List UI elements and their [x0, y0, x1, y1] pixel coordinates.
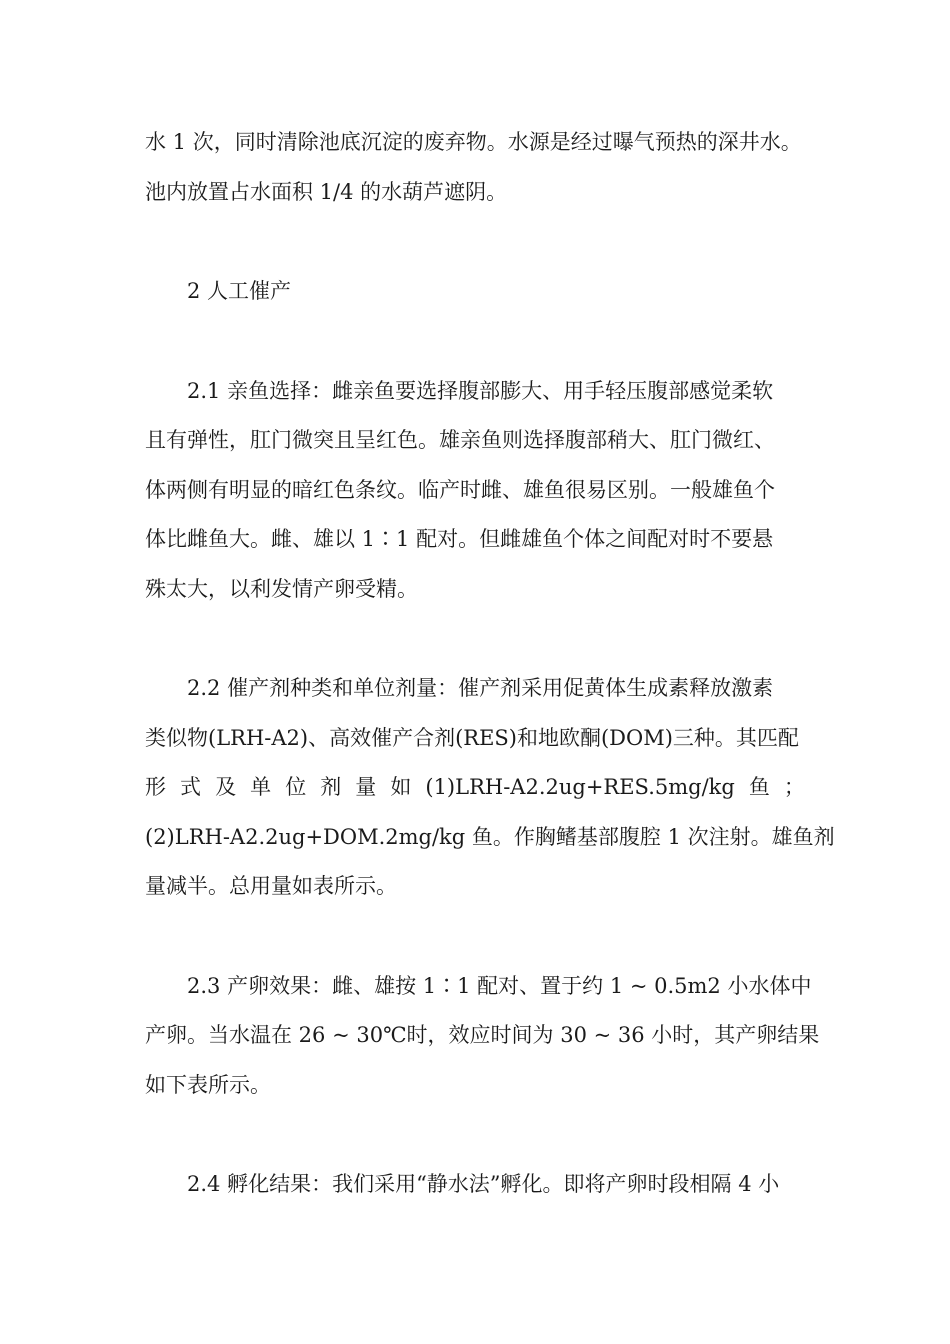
text-line: 量减半。总用量如表所示。: [145, 874, 397, 898]
paragraph-2-4-hatching-result: [145, 1160, 805, 1210]
text-line: 2.4 孵化结果：我们采用“静水法”孵化。即将产卵时段相隔 4 小: [187, 1172, 780, 1196]
text-line: 2.2 催产剂种类和单位剂量：催产剂采用促黄体生成素释放激素: [187, 676, 774, 700]
paragraph-gap: [145, 912, 805, 962]
text-segment: 形: [145, 775, 166, 799]
text-segment: 剂: [320, 775, 342, 799]
paragraph-gap: [145, 1110, 805, 1160]
text-line: 体两侧有明显的暗红色条纹。临产时雌、雄鱼很易区别。一般雄鱼个: [145, 477, 775, 502]
text-segment: 单: [250, 775, 272, 799]
text-line: (2)LRH-A2.2ug+DOM.2mg/kg 鱼。作胸鳍基部腹腔 1 次注射。雄鱼剂: [145, 824, 835, 849]
text-segment: 量: [355, 775, 377, 799]
paragraph-2-3-spawning-effect: [145, 962, 820, 1111]
paragraph-2-1-broodstock-selection: [145, 367, 805, 615]
paragraph-gap: [145, 217, 805, 267]
text-line: 2.3 产卵效果：雌、雄按 1∶1 配对、置于约 1 ~ 0.5m2 小水体中: [187, 973, 812, 998]
text-line: 水 1 次，同时清除池底沉淀的废弃物。水源是经过曝气预热的深井水。: [145, 130, 802, 154]
paragraph-gap: [145, 317, 805, 367]
spread-text-line: [145, 763, 805, 813]
text-line: 如下表所示。: [145, 1072, 271, 1097]
section-heading-text: 2 人工催产: [187, 279, 292, 303]
text-segment: 位: [285, 775, 307, 799]
text-line: 且有弹性，肛门微突且呈红色。雄亲鱼则选择腹部稍大、肛门微红、: [145, 428, 775, 452]
text-line: 类似物(LRH-A2)、高效催产合剂(RES)和地欧酮(DOM)三种。其匹配: [145, 725, 799, 750]
text-segment: 及: [215, 775, 237, 799]
text-line: 体比雌鱼大。雌、雄以 1∶1 配对。但雌雄鱼个体之间配对时不要悬: [145, 527, 774, 551]
text-segment: 鱼: [748, 775, 770, 799]
document-page: [145, 118, 835, 1210]
text-segment: 如: [390, 775, 412, 799]
paragraph-water-source: [145, 118, 805, 217]
text-line: 产卵。当水温在 26 ~ 30℃时，效应时间为 30 ~ 36 小时，其产卵结果: [145, 1023, 820, 1047]
section-heading-artificial-induction: [145, 267, 805, 317]
text-segment: 式: [180, 775, 202, 799]
text-segment: (1)LRH-A2.2ug+RES.5mg/kg: [425, 775, 735, 799]
paragraph-2-2-inducing-agents: [145, 664, 835, 912]
text-segment: ；: [783, 775, 805, 799]
paragraph-gap: [145, 614, 805, 664]
text-line: 池内放置占水面积 1/4 的水葫芦遮阴。: [145, 179, 508, 204]
text-line: 殊太大，以利发情产卵受精。: [145, 576, 418, 601]
text-line: 2.1 亲鱼选择：雌亲鱼要选择腹部膨大、用手轻压腹部感觉柔软: [187, 378, 774, 403]
